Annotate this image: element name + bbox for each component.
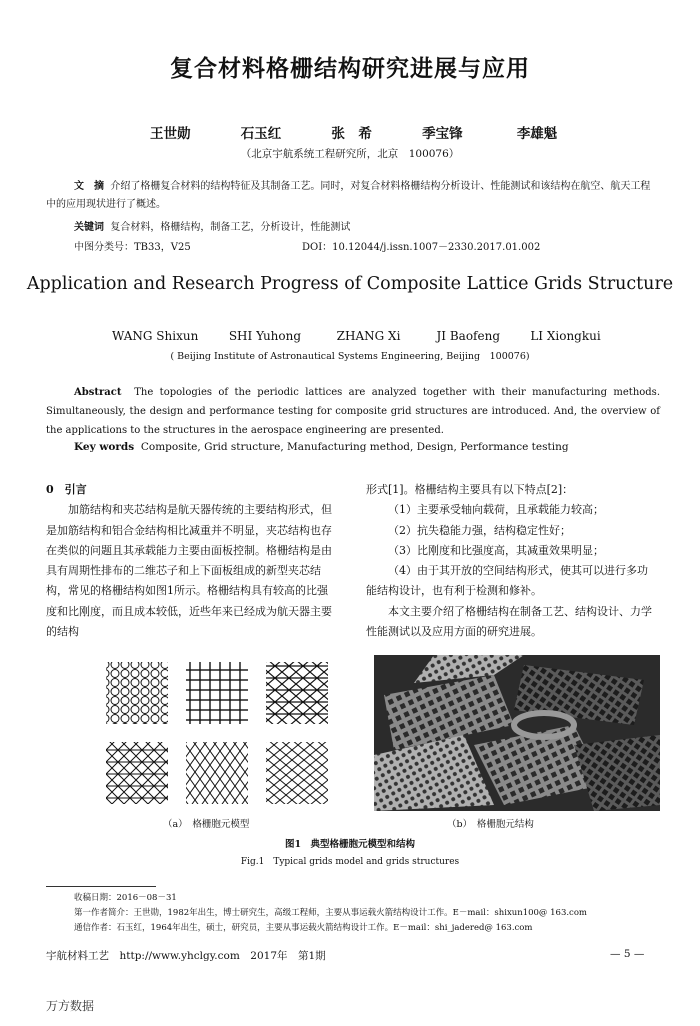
- cell-model-kagome: [266, 662, 328, 724]
- abstract-label-en: Abstract: [74, 387, 122, 398]
- feature-item: （1）主要承受轴向载荷，且承载能力较高；: [388, 503, 604, 517]
- footnote-corresponding: 通信作者：石玉红，1964年出生，硕士，研究员，主要从事运载火箭结构设计工作。E－mail：shi_jadered@ 163.com: [74, 923, 533, 933]
- paper-title-en: Application and Research Progress of Composite Lattice Grids Structure: [26, 274, 674, 294]
- author-en: LI Xiongkui: [530, 329, 601, 343]
- feature-item: （2）抗失稳能力强，结构稳定性好；: [388, 523, 571, 537]
- author-list-en: [112, 329, 601, 343]
- page-number: — 5 —: [610, 948, 645, 960]
- cell-model-diamond: [186, 742, 248, 804]
- footnote-divider: [46, 886, 156, 887]
- cell-model-square: [186, 662, 248, 724]
- feature-item: （3）比刚度和比强度高，其减重效果明显；: [388, 543, 604, 557]
- abstract-text-en: The topologies of the periodic lattices are analyzed together with their manufacturing methods. Simultaneously, the design and performance testing for composite grid structures are introduced. And, the overview of the applications to the structures in the aerospace engineering are presented.: [46, 387, 660, 436]
- abstract-cn: [46, 178, 660, 214]
- author-cn: 李雄魁: [516, 126, 558, 142]
- watermark: 万方数据: [46, 999, 95, 1013]
- cell-model-triangular: [106, 742, 168, 804]
- abstract-en: [46, 383, 660, 440]
- author-en: WANG Shixun: [112, 329, 199, 343]
- author-en: ZHANG Xi: [336, 329, 401, 343]
- paper-title-cn: 复合材料格栅结构研究进展与应用: [170, 55, 530, 82]
- abstract-text-cn: 介绍了格栅复合材料的结构特征及其制备工艺。同时，对复合材料格栅结构分析设计、性能测试和该结构在航空、航天工程中的应用现状进行了概述。: [46, 181, 651, 210]
- author-cn: 季宝锋: [422, 126, 463, 142]
- keywords-text-en: Composite, Grid structure, Manufacturing method, Design, Performance testing: [140, 441, 569, 453]
- author-cn: 石玉红: [240, 126, 282, 142]
- author-en: JI Baofeng: [436, 329, 500, 343]
- abstract-label-cn: 文 摘: [74, 181, 104, 192]
- author-cn: 张 希: [331, 126, 372, 142]
- body-paragraph: 加筋结构和夹芯结构是航天器传统的主要结构形式，但是加筋结构和铝合金结构相比减重并不明显，夹芯结构也存在类似的问题且其承载能力主要由面板控制。格栅结构是由具有周期性排布的二维芯子和上下面板组成的新型夹芯结构，常见的格栅结构如图1所示。格栅结构具有较高的比强度和比刚度，而且成本较低，近些年来已经成为航天器主要的结构: [46, 503, 332, 639]
- footnote-first-author: 第一作者简介：王世勋，1982年出生，博士研究生，高级工程师，主要从事运载火箭结构设计工作。E－mail：shixun100@ 163.com: [74, 908, 587, 918]
- body-left-column: [46, 480, 338, 642]
- keywords-label-en: Key words: [74, 441, 135, 453]
- clc-number: 中图分类号：TB33，V25: [74, 242, 191, 253]
- feature-item: （4）由于其开放的空间结构形式，使其可以进行多功能结构设计，也有利于检测和修补。: [366, 564, 648, 598]
- section-heading: 0 引言: [46, 483, 87, 496]
- keywords-cn: [74, 218, 350, 233]
- figure-title-cn: 图1 典型格栅胞元模型和结构: [284, 839, 416, 850]
- keywords-text-cn: 复合材料，格栅结构，制备工艺，分析设计，性能测试: [110, 222, 351, 233]
- figure-title-en: Fig.1 Typical grids model and grids structures: [240, 857, 460, 867]
- cell-model-hexagonal: [106, 662, 168, 724]
- cell-model-anisogrid: [266, 742, 328, 804]
- body-paragraph: 形式[1]。格栅结构主要具有以下特点[2]：: [366, 483, 574, 496]
- author-list-cn: [150, 122, 557, 142]
- figure-grid-models: [100, 660, 340, 810]
- body-paragraph: 本文主要介绍了格栅结构在制备工艺、结构设计、力学性能测试以及应用方面的研究进展。: [366, 604, 652, 639]
- affiliation-cn: （北京宇航系统工程研究所，北京 100076）: [240, 148, 460, 160]
- keywords-label-cn: 关键词: [74, 222, 104, 233]
- figure-grid-photo: [374, 655, 660, 811]
- figure-caption-a: （a） 格栅胞元模型: [163, 819, 250, 830]
- journal-footer: 宇航材料工艺 http://www.yhclgy.com 2017年 第1期: [46, 950, 326, 962]
- figure-caption-b: （b） 格栅胞元结构: [447, 819, 534, 830]
- author-en: SHI Yuhong: [228, 329, 302, 343]
- affiliation-en: ( Beijing Institute of Astronautical Systems Engineering, Beijing 100076): [170, 351, 530, 362]
- keywords-en: [74, 441, 569, 453]
- author-cn: 王世勋: [150, 126, 191, 142]
- doi: DOI：10.12044/j.issn.1007－2330.2017.01.002: [302, 242, 541, 253]
- footnote-received: 收稿日期：2016－08－31: [74, 893, 177, 903]
- body-right-column: [366, 480, 658, 642]
